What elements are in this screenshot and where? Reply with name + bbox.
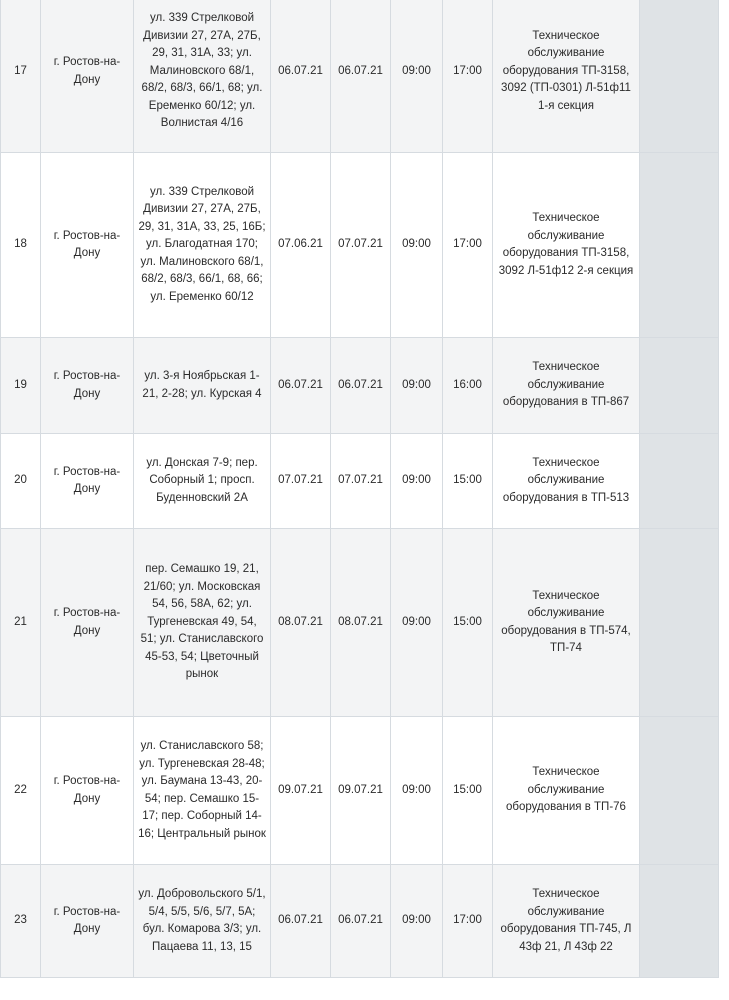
- start-date-cell: 08.07.21: [271, 529, 331, 717]
- end-date-cell: 07.07.21: [331, 153, 391, 338]
- table-row: [1, 153, 719, 338]
- end-time-cell: 15:00: [443, 529, 493, 717]
- row-number: 19: [1, 338, 41, 434]
- reason-cell: Техническое обслуживание оборудования ТП-3158, 3092 Л-51ф12 2-я секция: [493, 153, 640, 338]
- end-time-cell: 15:00: [443, 717, 493, 865]
- start-time-cell: 09:00: [391, 717, 443, 865]
- end-date-cell: 08.07.21: [331, 529, 391, 717]
- end-date-cell: 07.07.21: [331, 434, 391, 529]
- city-cell: г. Ростов-на-Дону: [41, 529, 134, 717]
- start-date-cell: 07.07.21: [271, 434, 331, 529]
- end-date-cell: 06.07.21: [331, 865, 391, 978]
- row-number: 20: [1, 434, 41, 529]
- end-time-cell: 17:00: [443, 865, 493, 978]
- reason-cell: Техническое обслуживание оборудования в ТП-513: [493, 434, 640, 529]
- address-cell: ул. 339 Стрелковой Дивизии 27, 27А, 27Б, 29, 31, 31А, 33, 25, 16Б; ул. Благодатная 170; ул. Малиновского 68/1, 68/2, 68/3, 66/1, 68, 66; ул. Еременко 60/12: [134, 153, 271, 338]
- empty-cell: [640, 434, 719, 529]
- table-row: [1, 717, 719, 865]
- end-time-cell: 15:00: [443, 434, 493, 529]
- start-time-cell: 09:00: [391, 0, 443, 153]
- start-time-cell: 09:00: [391, 865, 443, 978]
- row-number: 23: [1, 865, 41, 978]
- row-number: 17: [1, 0, 41, 153]
- reason-cell: Техническое обслуживание оборудования в ТП-76: [493, 717, 640, 865]
- empty-cell: [640, 0, 719, 153]
- reason-cell: Техническое обслуживание оборудования ТП-745, Л 43ф 21, Л 43ф 22: [493, 865, 640, 978]
- address-cell: ул. 339 Стрелковой Дивизии 27, 27А, 27Б, 29, 31, 31А, 33; ул. Малиновского 68/1, 68/2, 68/3, 66/1, 68; ул. Еременко 60/12; ул. Волнистая 4/16: [134, 0, 271, 153]
- start-time-cell: 09:00: [391, 529, 443, 717]
- city-cell: г. Ростов-на-Дону: [41, 153, 134, 338]
- empty-cell: [640, 529, 719, 717]
- end-time-cell: 16:00: [443, 338, 493, 434]
- table-row: [1, 434, 719, 529]
- row-number: 21: [1, 529, 41, 717]
- city-cell: г. Ростов-на-Дону: [41, 434, 134, 529]
- empty-cell: [640, 338, 719, 434]
- empty-cell: [640, 717, 719, 865]
- table-row: [1, 865, 719, 978]
- start-time-cell: 09:00: [391, 338, 443, 434]
- end-date-cell: 06.07.21: [331, 338, 391, 434]
- start-date-cell: 06.07.21: [271, 865, 331, 978]
- end-time-cell: 17:00: [443, 0, 493, 153]
- table-row: [1, 0, 719, 153]
- empty-cell: [640, 865, 719, 978]
- address-cell: ул. Донская 7-9; пер. Соборный 1; просп. Буденновский 2А: [134, 434, 271, 529]
- start-date-cell: 06.07.21: [271, 0, 331, 153]
- city-cell: г. Ростов-на-Дону: [41, 338, 134, 434]
- start-time-cell: 09:00: [391, 434, 443, 529]
- table-row: [1, 529, 719, 717]
- city-cell: г. Ростов-на-Дону: [41, 717, 134, 865]
- reason-cell: Техническое обслуживание оборудования в ТП-867: [493, 338, 640, 434]
- address-cell: ул. 3-я Ноябрьская 1-21, 2-28; ул. Курская 4: [134, 338, 271, 434]
- end-date-cell: 09.07.21: [331, 717, 391, 865]
- empty-cell: [640, 153, 719, 338]
- reason-cell: Техническое обслуживание оборудования в ТП-574, ТП-74: [493, 529, 640, 717]
- address-cell: пер. Семашко 19, 21, 21/60; ул. Московская 54, 56, 58А, 62; ул. Тургеневская 49, 54, 51; ул. Станиславского 45-53, 54; Цветочный рынок: [134, 529, 271, 717]
- address-cell: ул. Станиславского 58; ул. Тургеневская 28-48; ул. Баумана 13-43, 20-54; пер. Семашко 15-17; пер. Соборный 14-16; Центральный рынок: [134, 717, 271, 865]
- row-number: 22: [1, 717, 41, 865]
- city-cell: г. Ростов-на-Дону: [41, 865, 134, 978]
- city-cell: г. Ростов-на-Дону: [41, 0, 134, 153]
- start-date-cell: 09.07.21: [271, 717, 331, 865]
- row-number: 18: [1, 153, 41, 338]
- end-date-cell: 06.07.21: [331, 0, 391, 153]
- end-time-cell: 17:00: [443, 153, 493, 338]
- start-date-cell: 06.07.21: [271, 338, 331, 434]
- address-cell: ул. Добровольского 5/1, 5/4, 5/5, 5/6, 5/7, 5А; бул. Комарова 3/3; ул. Пацаева 11, 13, 15: [134, 865, 271, 978]
- start-date-cell: 07.06.21: [271, 153, 331, 338]
- table-body: [1, 0, 719, 978]
- table-row: [1, 338, 719, 434]
- reason-cell: Техническое обслуживание оборудования ТП-3158, 3092 (ТП-0301) Л-51ф11 1-я секция: [493, 0, 640, 153]
- start-time-cell: 09:00: [391, 153, 443, 338]
